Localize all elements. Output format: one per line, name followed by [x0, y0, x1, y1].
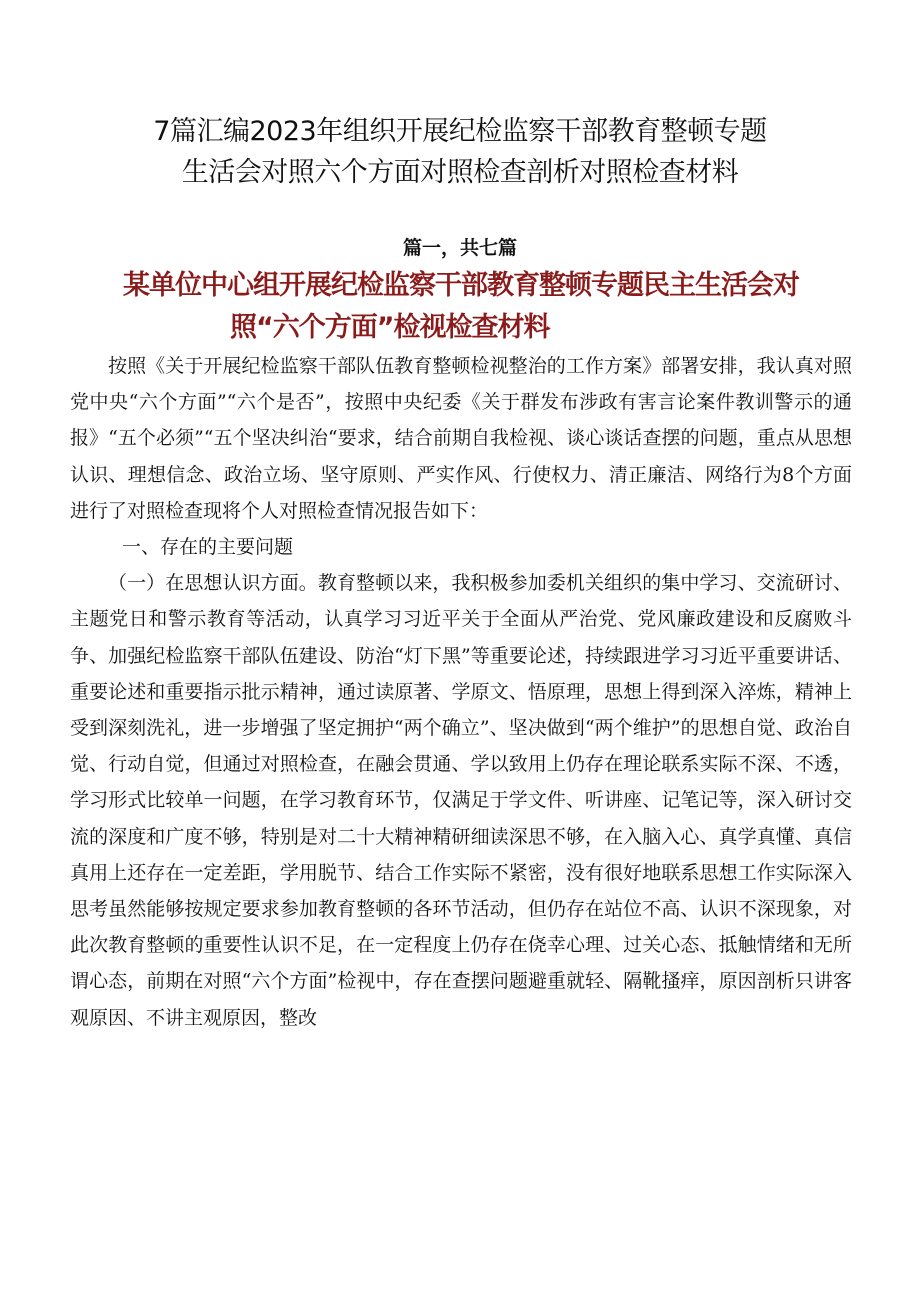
- article-title-line-2: 照“六个方面”检视检查材料: [230, 312, 550, 343]
- article-body: [70, 348, 852, 1036]
- section-label: 篇一，共七篇: [402, 237, 517, 259]
- paragraph-thought-awareness: （一）在思想认识方面。教育整顿以来，我积极参加委机关组织的集中学习、交流研讨、主题党日和警示教育等活动，认真学习习近平关于全面从严治党、党风廉政建设和反腐败斗争、加强纪检监察干部队伍建设、防治“灯下黑”等重要论述，持续跟进学习习近平重要讲话、重要论述和重要指示批示精神，通过读原著、学原文、悟原理，思想上得到深入淬炼，精神上受到深刻洗礼，进一步增强了坚定拥护“两个确立”、坚决做到“两个维护”的思想自觉、政治自觉、行动自觉，但通过对照检查，在融会贯通、学以致用上仍存在理论联系实际不深、不透，学习形式比较单一问题，在学习教育环节，仅满足于学文件、听讲座、记笔记等，深入研讨交流的深度和广度不够，特别是对二十大精神精研细读深思不够，在入脑入心、真学真懂、真信真用上还存在一定差距，学用脱节、结合工作实际不紧密，没有很好地联系思想工作实际深入思考虽然能够按规定要求参加教育整顿的各环节活动，但仍存在站位不高、认识不深现象，对此次教育整顿的重要性认识不足，在一定程度上仍存在侥幸心理、过关心态、抵触情绪和无所谓心态，前期在对照“六个方面”检视中，存在查摆问题避重就轻、隔靴搔痒，原因剖析只讲客观原因、不讲主观原因，整改: [70, 572, 852, 1029]
- intro-paragraph: 按照《关于开展纪检监察干部队伍教育整顿检视整治的工作方案》部署安排，我认真对照党中央“六个方面”“六个是否”，按照中央纪委《关于群发布涉政有害言论案件教训警示的通报》“五个必须”“五个坚决纠治“要求，结合前期自我检视、谈心谈话查摆的问题，重点从思想认识、理想信念、政治立场、坚守原则、严实作风、行使权力、清正廉洁、网络行为8个方面进行了对照检查现将个人对照检查情况报告如下：: [70, 355, 852, 522]
- section-heading-problems: 一、存在的主要问题: [122, 536, 294, 559]
- main-title-line-2: 生活会对照六个方面对照检查剖析对照检查材料: [181, 157, 739, 188]
- main-title-line-1: 7篇汇编2023年组织开展纪检监察干部教育整顿专题: [153, 116, 767, 147]
- article-title-line-1: 某单位中心组开展纪检监察干部教育整顿专题民主生活会对: [123, 270, 799, 301]
